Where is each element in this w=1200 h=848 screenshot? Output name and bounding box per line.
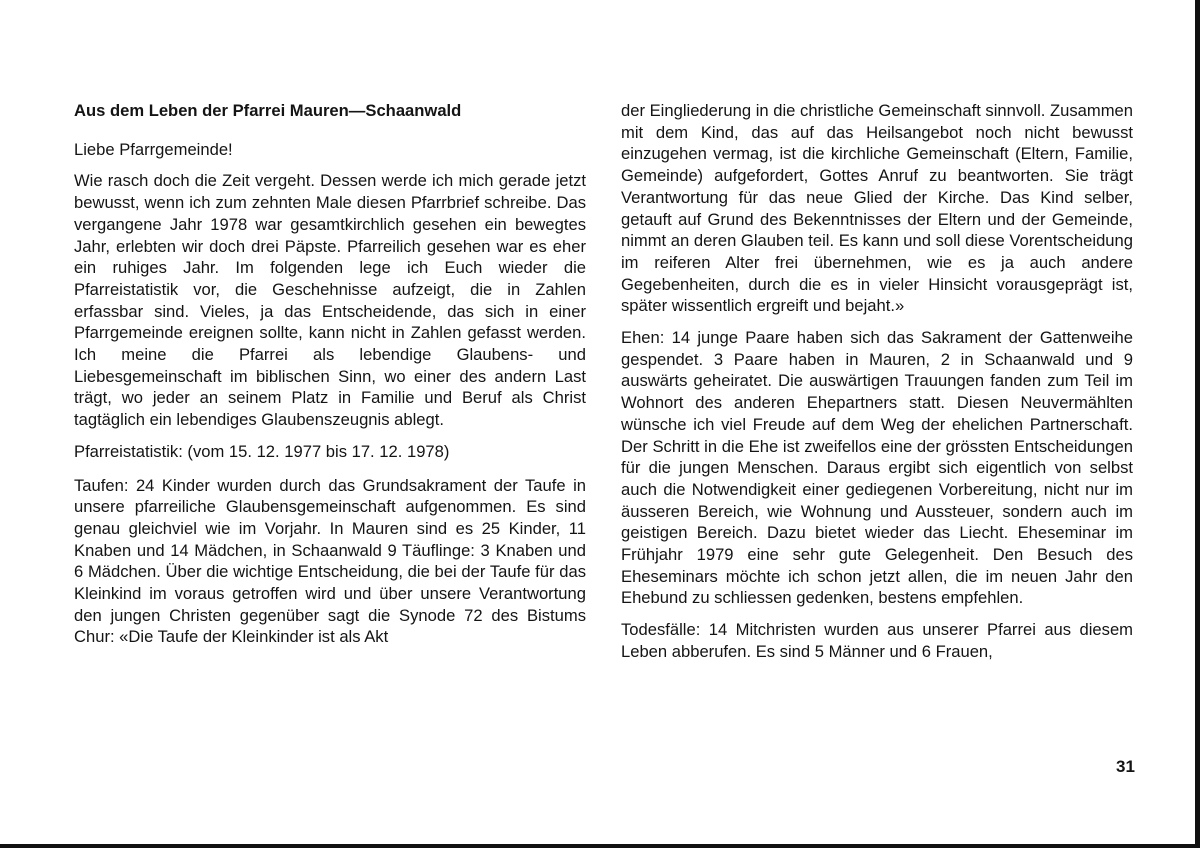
salutation: Liebe Pfarrgemeinde! (74, 139, 233, 159)
left-column (74, 100, 586, 658)
deaths-paragraph: Todesfälle: 14 Mitchristen wurden aus unserer Pfarrei aus diesem Leben abberufen. Es sind 5 Männer und 6 Frauen, (621, 620, 1133, 661)
page-edge-bottom (0, 844, 1200, 848)
statistics-line: Pfarreistatistik: (vom 15. 12. 1977 bis 17. 12. 1978) (74, 441, 450, 461)
baptisms-paragraph: Taufen: 24 Kinder wurden durch das Grundsakrament der Taufe in unsere pfarreiliche Glaubensgemeinschaft aufgenommen. Es sind genau gleichviel wie im Vorjahr. In Mauren sind es 25 Kinder, 11 Knaben und 14 Mädchen, in Schaanwald 9 Täuflinge: 3 Knaben und 6 Mädchen. Über die wichtige Entscheidung, die bei der Taufe für das Kleinkind im voraus getroffen wird und über unsere Verantwortung den jungen Christen gegenüber sagt die Synode 72 des Bistums Chur: «Die Taufe der Kleinkinder ist als Akt (74, 475, 586, 647)
intro-paragraph: Wie rasch doch die Zeit vergeht. Dessen werde ich mich gerade jetzt bewusst, wenn ich zum zehnten Male diesen Pfarrbrief schreibe. Das vergangene Jahr 1978 war gesamtkirchlich gesehen ein bewegtes Jahr, erlebten wir doch drei Päpste. Pfarreilich gesehen war es eher ein ruhiges Jahr. Im folgenden lege ich Euch wieder die Pfarreistatistik vor, die Geschehnisse aufzeigt, die in Zahlen erfassbar sind. Vieles, ja das Entscheidende, das sich in einer Pfarrgemeinde ereignen sollte, kann nicht in Zahlen gefasst werden. Ich meine die Pfarrei als lebendige Glaubens- und Liebesgemeinschaft im biblischen Sinn, wo einer des andern Last trägt, wo jeder an seinem Platz in Familie und Beruf als Christ tagtäglich ein lebendiges Glaubenszeugnis ablegt. (74, 171, 586, 430)
marriages-paragraph: Ehen: 14 junge Paare haben sich das Sakrament der Gattenweihe gespendet. 3 Paare haben in Mauren, 2 in Schaanwald und 9 auswärts geheiratet. Die auswärtigen Trauungen fanden zum Teil im Wohnort des anderen Ehepartners statt. Diesen Neuvermählten wünsche ich viel Freude auf dem Weg der ehelichen Partnerschaft. Der Schritt in die Ehe ist zweifellos eine der grössten Entscheidungen für die jungen Menschen. Daraus ergibt sich eigentlich von selbst auch die Notwendigkeit einer gediegenen Vorbereitung, nicht nur im äusseren Bereich, wie Wohnung und Aussteuer, sondern auch im geistigen Bereich. Dazu bietet wieder das Liecht. Eheseminar im Frühjahr 1979 eine sehr gute Gelegenheit. Den Besuch des Eheseminars möchte ich schon jetzt allen, die im neuen Jahr den Ehebund zu schliessen gedenken, bestens empfehlen. (621, 328, 1133, 608)
page-number: 31 (1116, 757, 1135, 776)
right-column (621, 100, 1133, 673)
page-edge-right (1195, 0, 1200, 848)
article-heading: Aus dem Leben der Pfarrei Mauren—Schaanwald (74, 101, 462, 120)
baptisms-continued-paragraph: der Eingliederung in die christliche Gemeinschaft sinnvoll. Zusammen mit dem Kind, das auf das Heilsangebot noch nicht bewusst einzugehen vermag, ist die kirchliche Gemeinschaft (Eltern, Familie, Gemeinde) aufgefordert, Gottes Anruf zu beantworten. Sie trägt Verantwortung für das neue Glied der Kirche. Das Kind selber, getauft auf Grund des Bekenntnisses der Eltern und der Gemeinde, nimmt an deren Glauben teil. Es kann und soll diese Vorentscheidung im reiferen Alter frei übernehmen, wie es ja auch andere Gegebenheiten, durch die es in vieler Hinsicht vorausgeprägt ist, später wissentlich ergreift und bejaht.» (621, 101, 1133, 316)
